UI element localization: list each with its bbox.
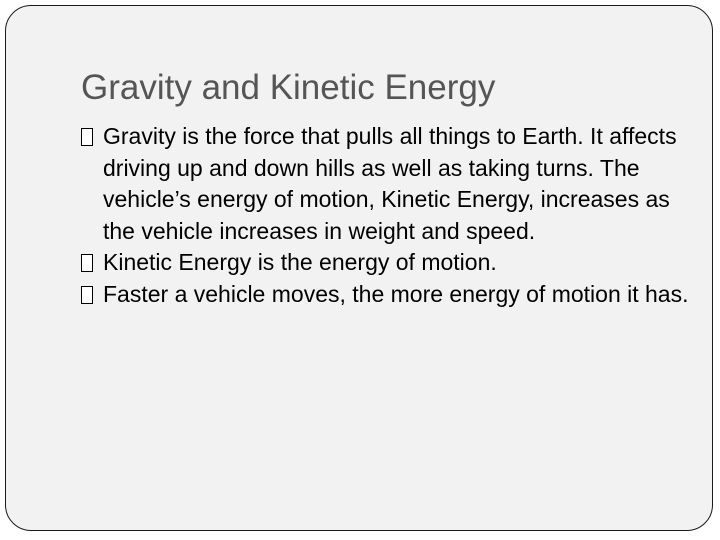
bullet-text: Gravity is the force that pulls all things to Earth. It affects driving up and down hills as well as taking turns. The vehicle’s energy of motion, Kinetic Energy, increases as the vehicle increases in weight and speed. [103,123,677,244]
bullet-item [103,279,693,311]
bullet-text: Faster a vehicle moves, the more energy of motion it has. [103,280,689,307]
missing-glyph-box-icon [81,254,93,272]
missing-glyph-box-icon [81,286,93,304]
missing-glyph-box-icon [81,128,93,146]
bullet-text: Kinetic Energy is the energy of motion. [103,249,497,276]
bullet-item [103,247,693,279]
slide-frame [5,5,713,531]
bullet-item [103,121,693,247]
bullet-list [103,121,693,311]
slide-title: Gravity and Kinetic Energy [81,68,496,107]
